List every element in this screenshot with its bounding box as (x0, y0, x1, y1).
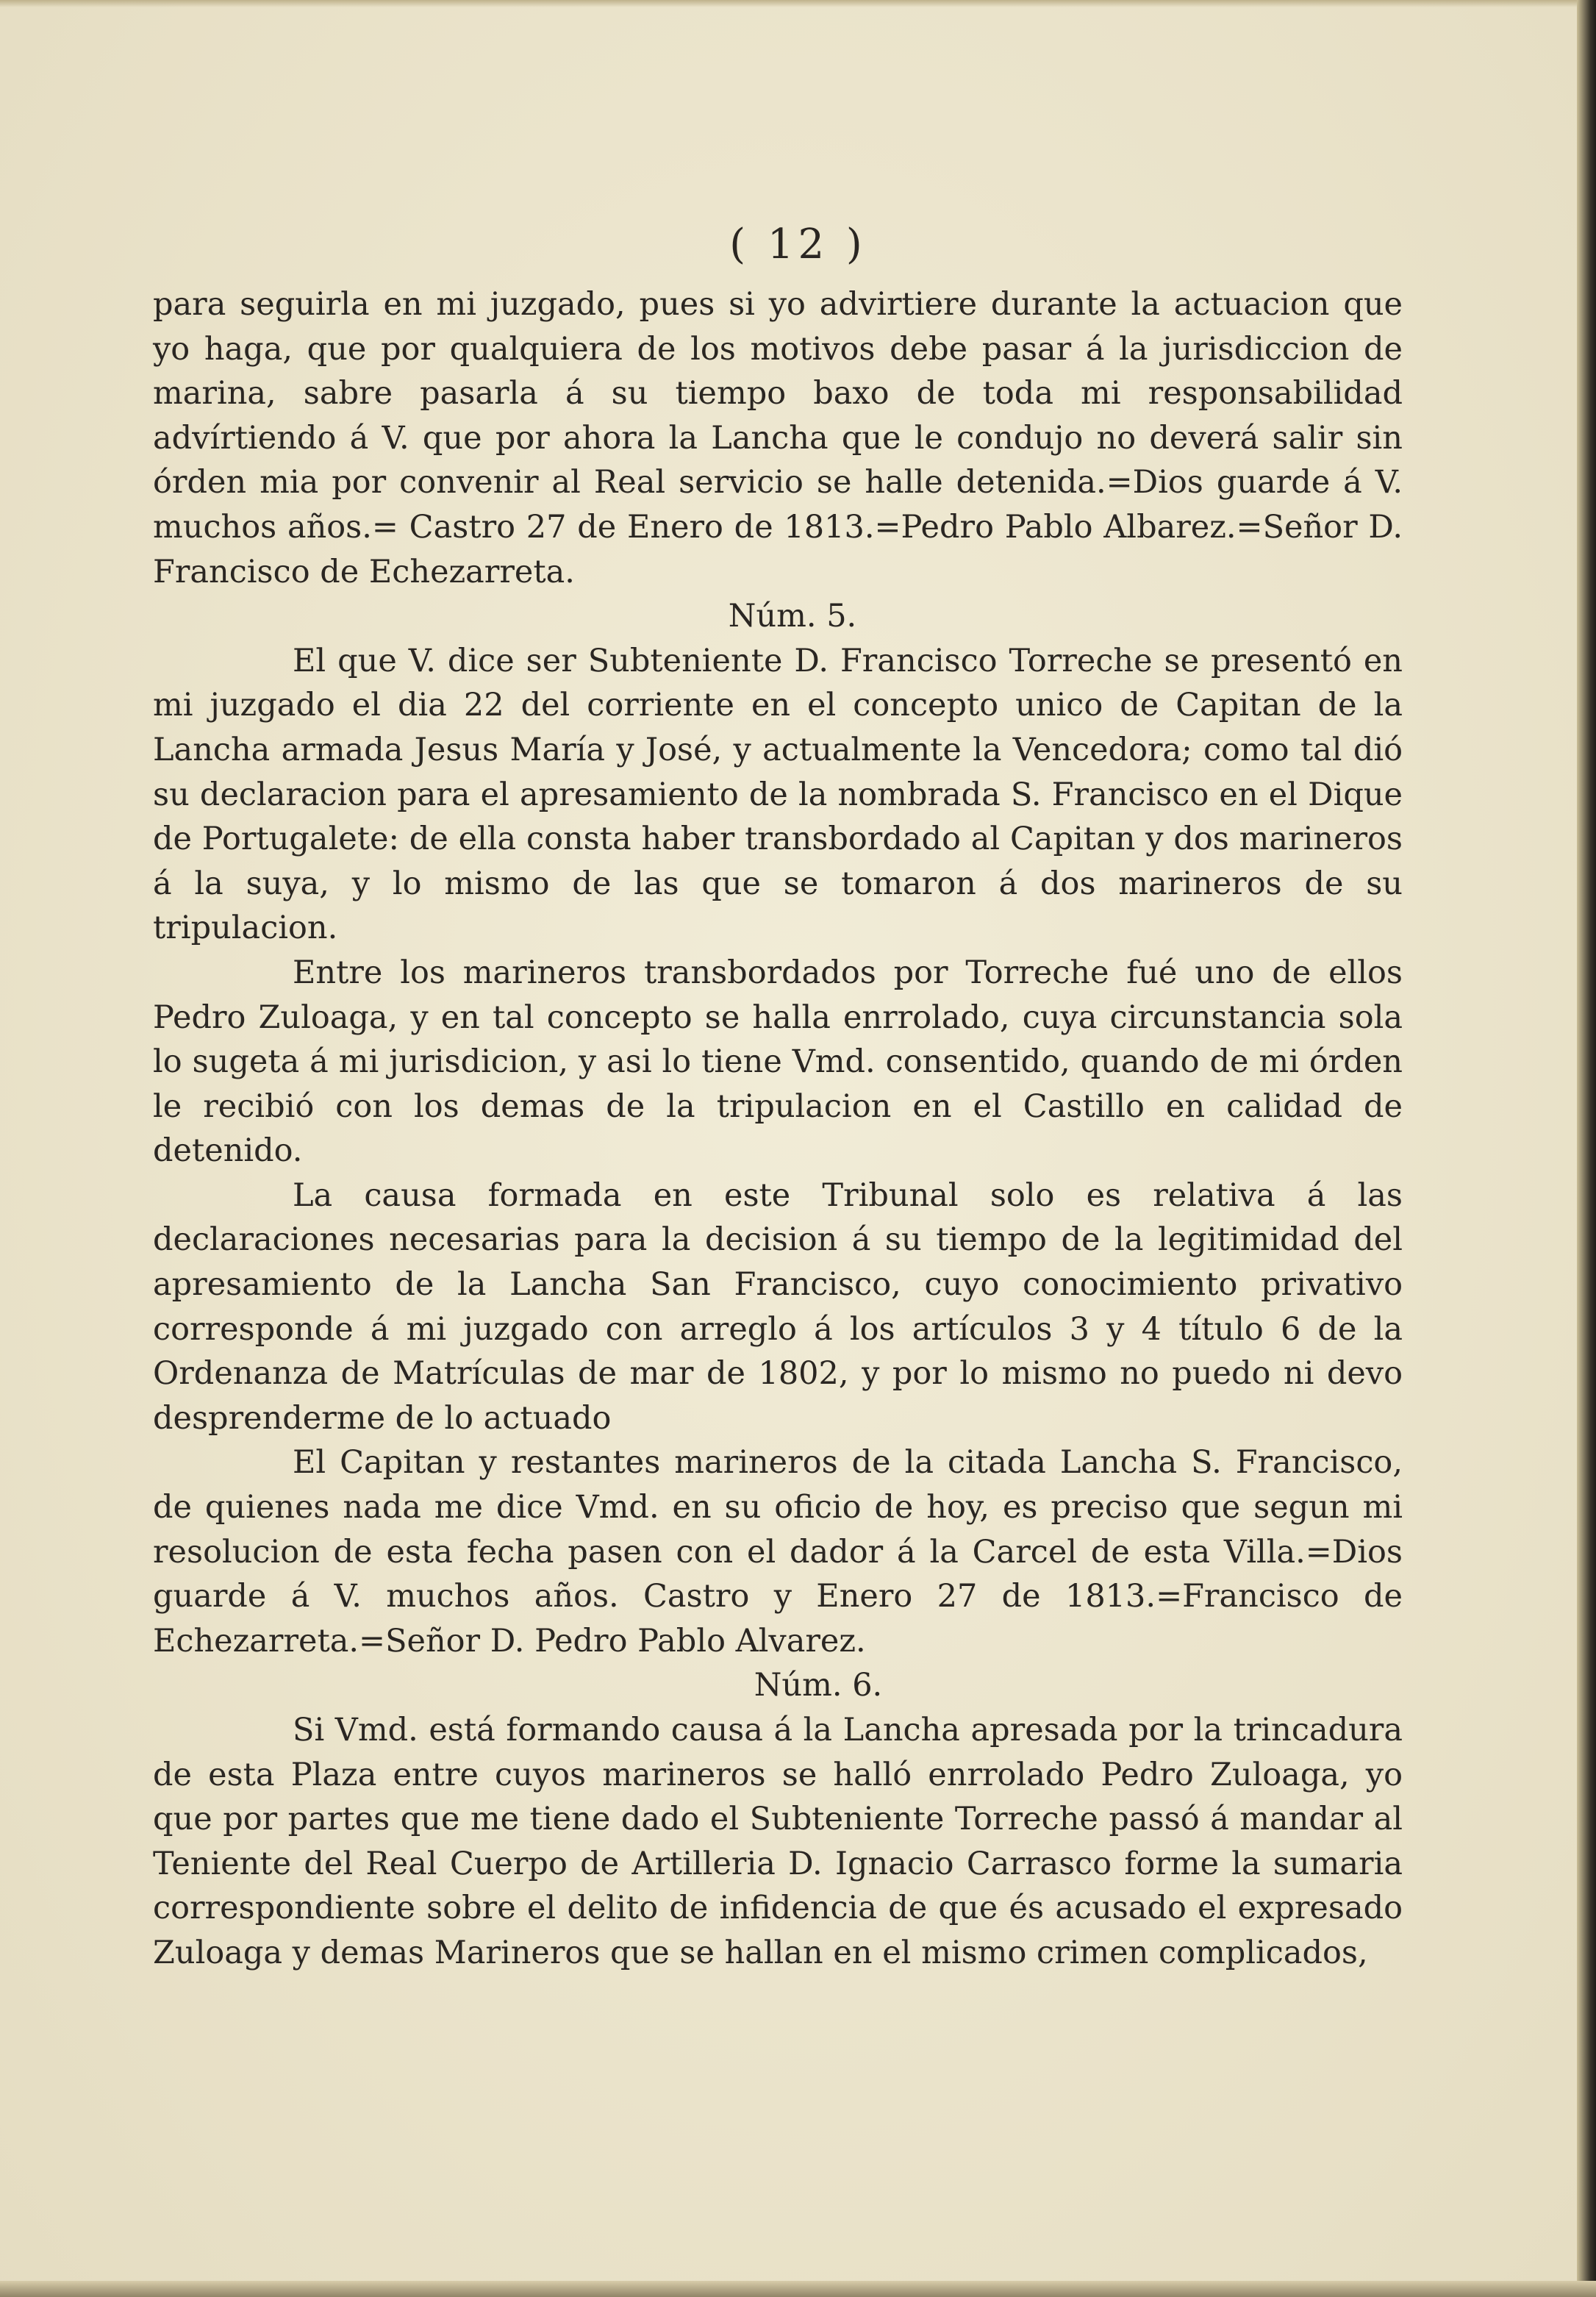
top-edge-shadow (0, 0, 1596, 7)
paragraph-4: La causa formada en este Tribunal solo es relativa á las declaraciones necesarias para la decision á su tiempo de la legitimidad del apresamiento de la Lancha San Francisco, cuyo conocimiento privativo corresponde á mi juzgado con arreglo á los artículos 3 y 4 título 6 de la Ordenanza de Matrículas de mar de 1802, y por lo mismo no puedo ni devo desprenderme de lo actuado (153, 1176, 1403, 1437)
paragraph-2: El que V. dice ser Subteniente D. Francisco Torreche se presentó en mi juzgado el dia 22 del corriente en el concepto unico de Capitan de la Lancha armada Jesus María y José, y actualmente la Vencedora; como tal dió su declaracion para el apresamiento de la nombrada S. Francisco en el Dique de Portugalete: de ella consta haber transbordado al Capitan y dos marineros á la suya, y lo mismo de las que se tomaron á dos marineros de su tripulacion. (153, 642, 1403, 947)
page-number: ( 12 ) (729, 221, 867, 268)
right-page-edge (1577, 0, 1596, 2297)
paragraph-3: Entre los marineros transbordados por Torreche fué uno de ellos Pedro Zuloaga, y en tal concepto se halla enrrolado, cuya circunstancia sola lo sugeta á mi jurisdicion, y asi lo tiene Vmd. consentido, quando de mi órden le recibió con los demas de la tripulacion en el Castillo en calidad de detenido. (153, 954, 1403, 1170)
paragraph-1: para seguirla en mi juzgado, pues si yo advirtiere durante la actuacion que yo haga, que por qualquiera de los motivos debe pasar á la jurisdiccion de marina, sabre pasarla á su tiempo baxo de toda mi responsabilidad advírtiendo á V. que por ahora la Lancha que le condujo no deverá salir sin órden mia por convenir al Real servicio se halle detenida.=Dios guarde á V. muchos años.= Castro 27 de Enero de 1813.=Pedro Pablo Albarez.=Señor D. Francisco de Echezarreta. (153, 286, 1403, 590)
section-heading-num-5: Núm. 5. (728, 598, 857, 635)
bottom-page-edge (0, 2281, 1596, 2297)
paragraph-5: El Capitan y restantes marineros de la citada Lancha S. Francisco, de quienes nada me dice Vmd. en su oficio de hoy, es preciso que segun mi resolucion de esta fecha pasen con el dador á la Carcel de esta Villa.=Dios guarde á V. muchos años. Castro y Enero 27 de 1813.=Francisco de Echezarreta.=Señor D. Pedro Pablo Alvarez. (153, 1444, 1403, 1660)
document-body (153, 282, 1403, 1976)
paragraph-6: Si Vmd. está formando causa á la Lancha apresada por la trincadura de esta Plaza entre cuyos marineros se halló enrrolado Pedro Zuloaga, yo que por partes que me tiene dado el Subteniente Torreche passó á mandar al Teniente del Real Cuerpo de Artilleria D. Ignacio Carrasco forme la sumaria correspondiente sobre el delito de infidencia de que és acusado el expresado Zuloaga y demas Marineros que se hallan en el mismo crimen complicados, (153, 1712, 1403, 1971)
section-heading-num-6: Núm. 6. (754, 1667, 883, 1704)
